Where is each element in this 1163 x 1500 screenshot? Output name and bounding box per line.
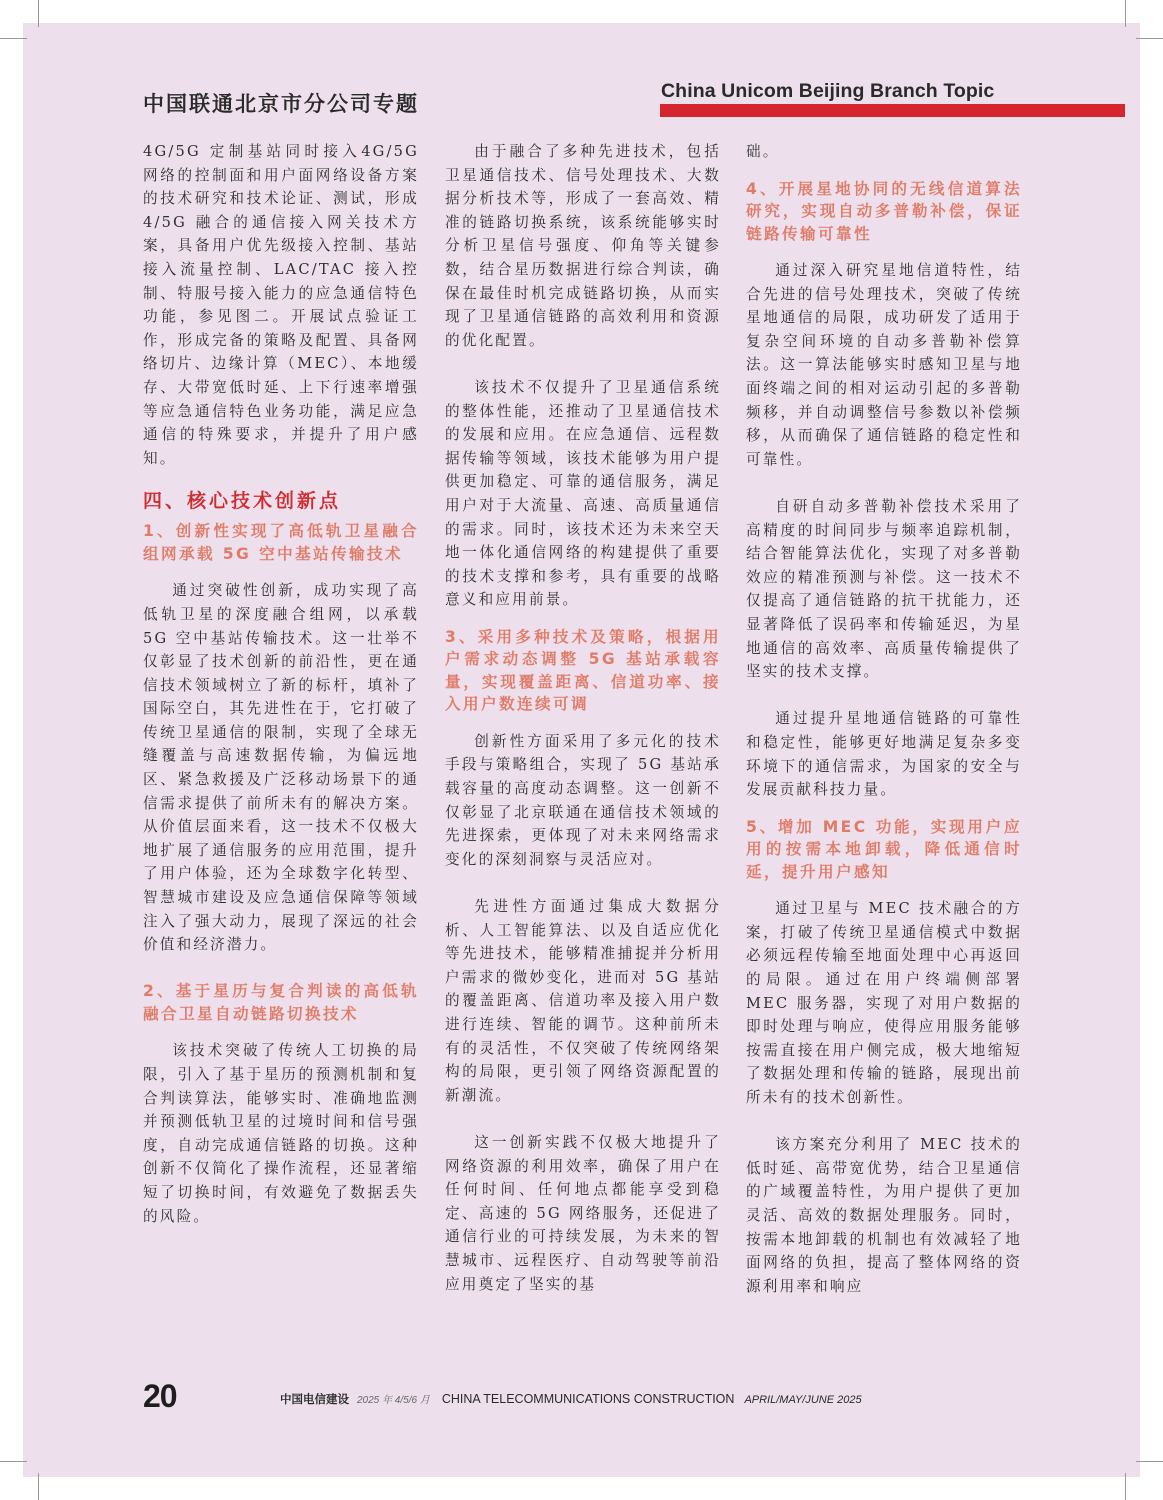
magazine-name-en: CHINA TELECOMMUNICATIONS CONSTRUCTION bbox=[441, 1392, 735, 1406]
crop-mark bbox=[1125, 0, 1126, 27]
paragraph: 该方案充分利用了 MEC 技术的低时延、高带宽优势，结合卫星通信的广域覆盖特性，为用户提供了更加灵活、高效的数据处理服务。同时，按需本地卸载的机制也有效减轻了地面网络的负担，提高了整体网络的资源利用率和响应 bbox=[746, 1136, 1022, 1295]
crop-mark bbox=[1136, 1461, 1163, 1462]
paragraph: 4G/5G 定制基站同时接入4G/5G 网络的控制面和用户面网络设备方案的技术研究和技术论证、测试，形成 4/5G 融合的通信接入网关技术方案，具备用户优先级接入控制、基站接入流量控制、LAC/TAC 接入控制、特服号接入能力的应急通信特色功能，参见图二。开展试点验证工作，形成完备的策略及配置、具备网络切片、边缘计算（MEC）、本地缓存、大带宽低时延、上下行速率增强等应急通信特色业务功能，满足应急通信的特殊要求，并提升了用户感知。 bbox=[143, 143, 419, 467]
column-2 bbox=[445, 140, 721, 1296]
paragraph: 该技术不仅提升了卫星通信系统的整体性能，还推动了卫星通信技术的发展和应用。在应急通信、远程数据传输等领域，该技术能够为用户提供更加稳定、可靠的通信服务，满足用户对于大流量、高速、高质量通信的需求。同时，该技术还为未来空天地一体化通信网络的构建提供了重要的技术支撑和参考，具有重要的战略意义和应用前景。 bbox=[445, 378, 721, 609]
header-title-en: China Unicom Beijing Branch Topic bbox=[661, 80, 995, 102]
subsection-heading: 3、采用多种技术及策略，根据用户需求动态调整 5G 基站承载容量，实现覆盖距离、信道功率、接入用户数连续可调 bbox=[445, 627, 721, 714]
paragraph: 通过卫星与 MEC 技术融合的方案，打破了传统卫星通信模式中数据必须远程传输至地面处理中心再返回的局限。通过在用户终端侧部署 MEC 服务器，实现了对用户数据的即时处理与响应，使得应用服务能够按需直接在用户侧完成，极大地缩短了数据处理和传输的链路，展现出前所未有的技术创新性。 bbox=[746, 900, 1022, 1106]
subsection-heading: 2、基于星历与复合判读的高低轨融合卫星自动链路切换技术 bbox=[143, 982, 419, 1023]
page-number: 20 bbox=[143, 1378, 177, 1414]
header-title-cn: 中国联通北京市分公司专题 bbox=[143, 92, 419, 116]
crop-mark bbox=[38, 1473, 39, 1500]
subsection-heading: 1、创新性实现了高低轨卫星融合组网承载 5G 空中基站传输技术 bbox=[143, 522, 419, 563]
paragraph: 自研自动多普勒补偿技术采用了高精度的时间同步与频率追踪机制，结合智能算法优化，实现了对多普勒效应的精准预测与补偿。这一技术不仅提高了通信链路的抗干扰能力，还显著降低了误码率和传输延迟，为星地通信的高效率、高质量传输提供了坚实的技术支撑。 bbox=[746, 498, 1022, 681]
crop-mark bbox=[1136, 38, 1163, 39]
crop-mark bbox=[38, 0, 39, 27]
paragraph: 通过突破性创新，成功实现了高低轨卫星的深度融合组网，以承载 5G 空中基站传输技术。这一壮举不仅彰显了技术创新的前沿性，更在通信技术领域树立了新的标杆，填补了国际空白，其先进性在于，它打破了传统卫星通信的限制，实现了全球无缝覆盖与高速数据传输，为偏远地区、紧急救援及广泛移动场景下的通信需求提供了前所未有的解决方案。从价值层面来看，这一技术不仅极大地扩展了通信服务的应用范围，提升了用户体验，还为全球数字化转型、智慧城市建设及应急通信保障等领域注入了强大动力，展现了深远的社会价值和经济潜力。 bbox=[143, 582, 419, 954]
paragraph: 通过深入研究星地信道特性，结合先进的信号处理技术，突破了传统星地通信的局限，成功研发了适用于复杂空间环境的自动多普勒补偿算法。这一算法能够实时感知卫星与地面终端之间的相对运动引起的多普勒频移，并自动调整信号参数以补偿频移，从而确保了通信链路的稳定性和可靠性。 bbox=[746, 262, 1022, 468]
column-1 bbox=[143, 140, 419, 1228]
issue-date-en: APRIL/MAY/JUNE 2025 bbox=[744, 1394, 862, 1406]
paragraph: 该技术突破了传统人工切换的局限，引入了基于星历的预测机制和复合判读算法，能够实时、准确地监测并预测低轨卫星的过境时间和信号强度，自动完成通信链路的切换。这种创新不仅简化了操作流程，还显著缩短了切换时间，有效避免了数据丢失的风险。 bbox=[143, 1042, 419, 1225]
header-accent-bar bbox=[660, 104, 1125, 117]
paragraph: 础。 bbox=[746, 143, 780, 160]
footer-masthead bbox=[280, 1391, 862, 1407]
paragraph: 由于融合了多种先进技术，包括卫星通信技术、信号处理技术、大数据分析技术等，形成了一套高效、精准的链路切换系统，该系统能够实时分析卫星信号强度、仰角等关键参数，结合星历数据进行综合判读，确保在最佳时机完成链路切换，从而实现了卫星通信链路的高效利用和资源的优化配置。 bbox=[445, 143, 721, 349]
section-heading: 四、核心技术创新点 bbox=[143, 490, 342, 513]
subsection-heading: 4、开展星地协同的无线信道算法研究，实现自动多普勒补偿，保证链路传输可靠性 bbox=[746, 179, 1022, 243]
crop-mark bbox=[0, 1461, 27, 1462]
paragraph: 通过提升星地通信链路的可靠性和稳定性，能够更好地满足复杂多变环境下的通信需求，为国家的安全与发展贡献科技力量。 bbox=[746, 710, 1022, 799]
subsection-heading: 5、增加 MEC 功能，实现用户应用的按需本地卸载，降低通信时延，提升用户感知 bbox=[746, 817, 1022, 881]
paragraph: 创新性方面采用了多元化的技术手段与策略组合，实现了 5G 基站承载容量的高度动态调整。这一创新不仅彰显了北京联通在通信技术领域的先进探索，更体现了对未来网络需求变化的深刻洞察与灵活应对。 bbox=[445, 732, 721, 868]
issue-date-cn: 2025 年 4/5/6 月 bbox=[357, 1395, 430, 1406]
paragraph: 先进性方面通过集成大数据分析、人工智能算法、以及自适应优化等先进技术，能够精准捕捉并分析用户需求的微妙变化，进而对 5G 基站的覆盖距离、信道功率及接入用户数进行连续、智能的调节。这种前所未有的灵活性，不仅突破了传统网络架构的局限，更引领了网络资源配置的新潮流。 bbox=[445, 898, 721, 1104]
paragraph: 这一创新实践不仅极大地提升了网络资源的利用效率，确保了用户在任何时间、任何地点都能享受到稳定、高速的 5G 网络服务，还促进了通信行业的可持续发展，为未来的智慧城市、远程医疗、自动驾驶等前沿应用奠定了坚实的基 bbox=[445, 1133, 721, 1293]
magazine-name-cn: 中国电信建设 bbox=[280, 1392, 349, 1406]
crop-mark bbox=[1125, 1473, 1126, 1500]
column-3 bbox=[746, 140, 1022, 1298]
crop-mark bbox=[0, 38, 27, 39]
